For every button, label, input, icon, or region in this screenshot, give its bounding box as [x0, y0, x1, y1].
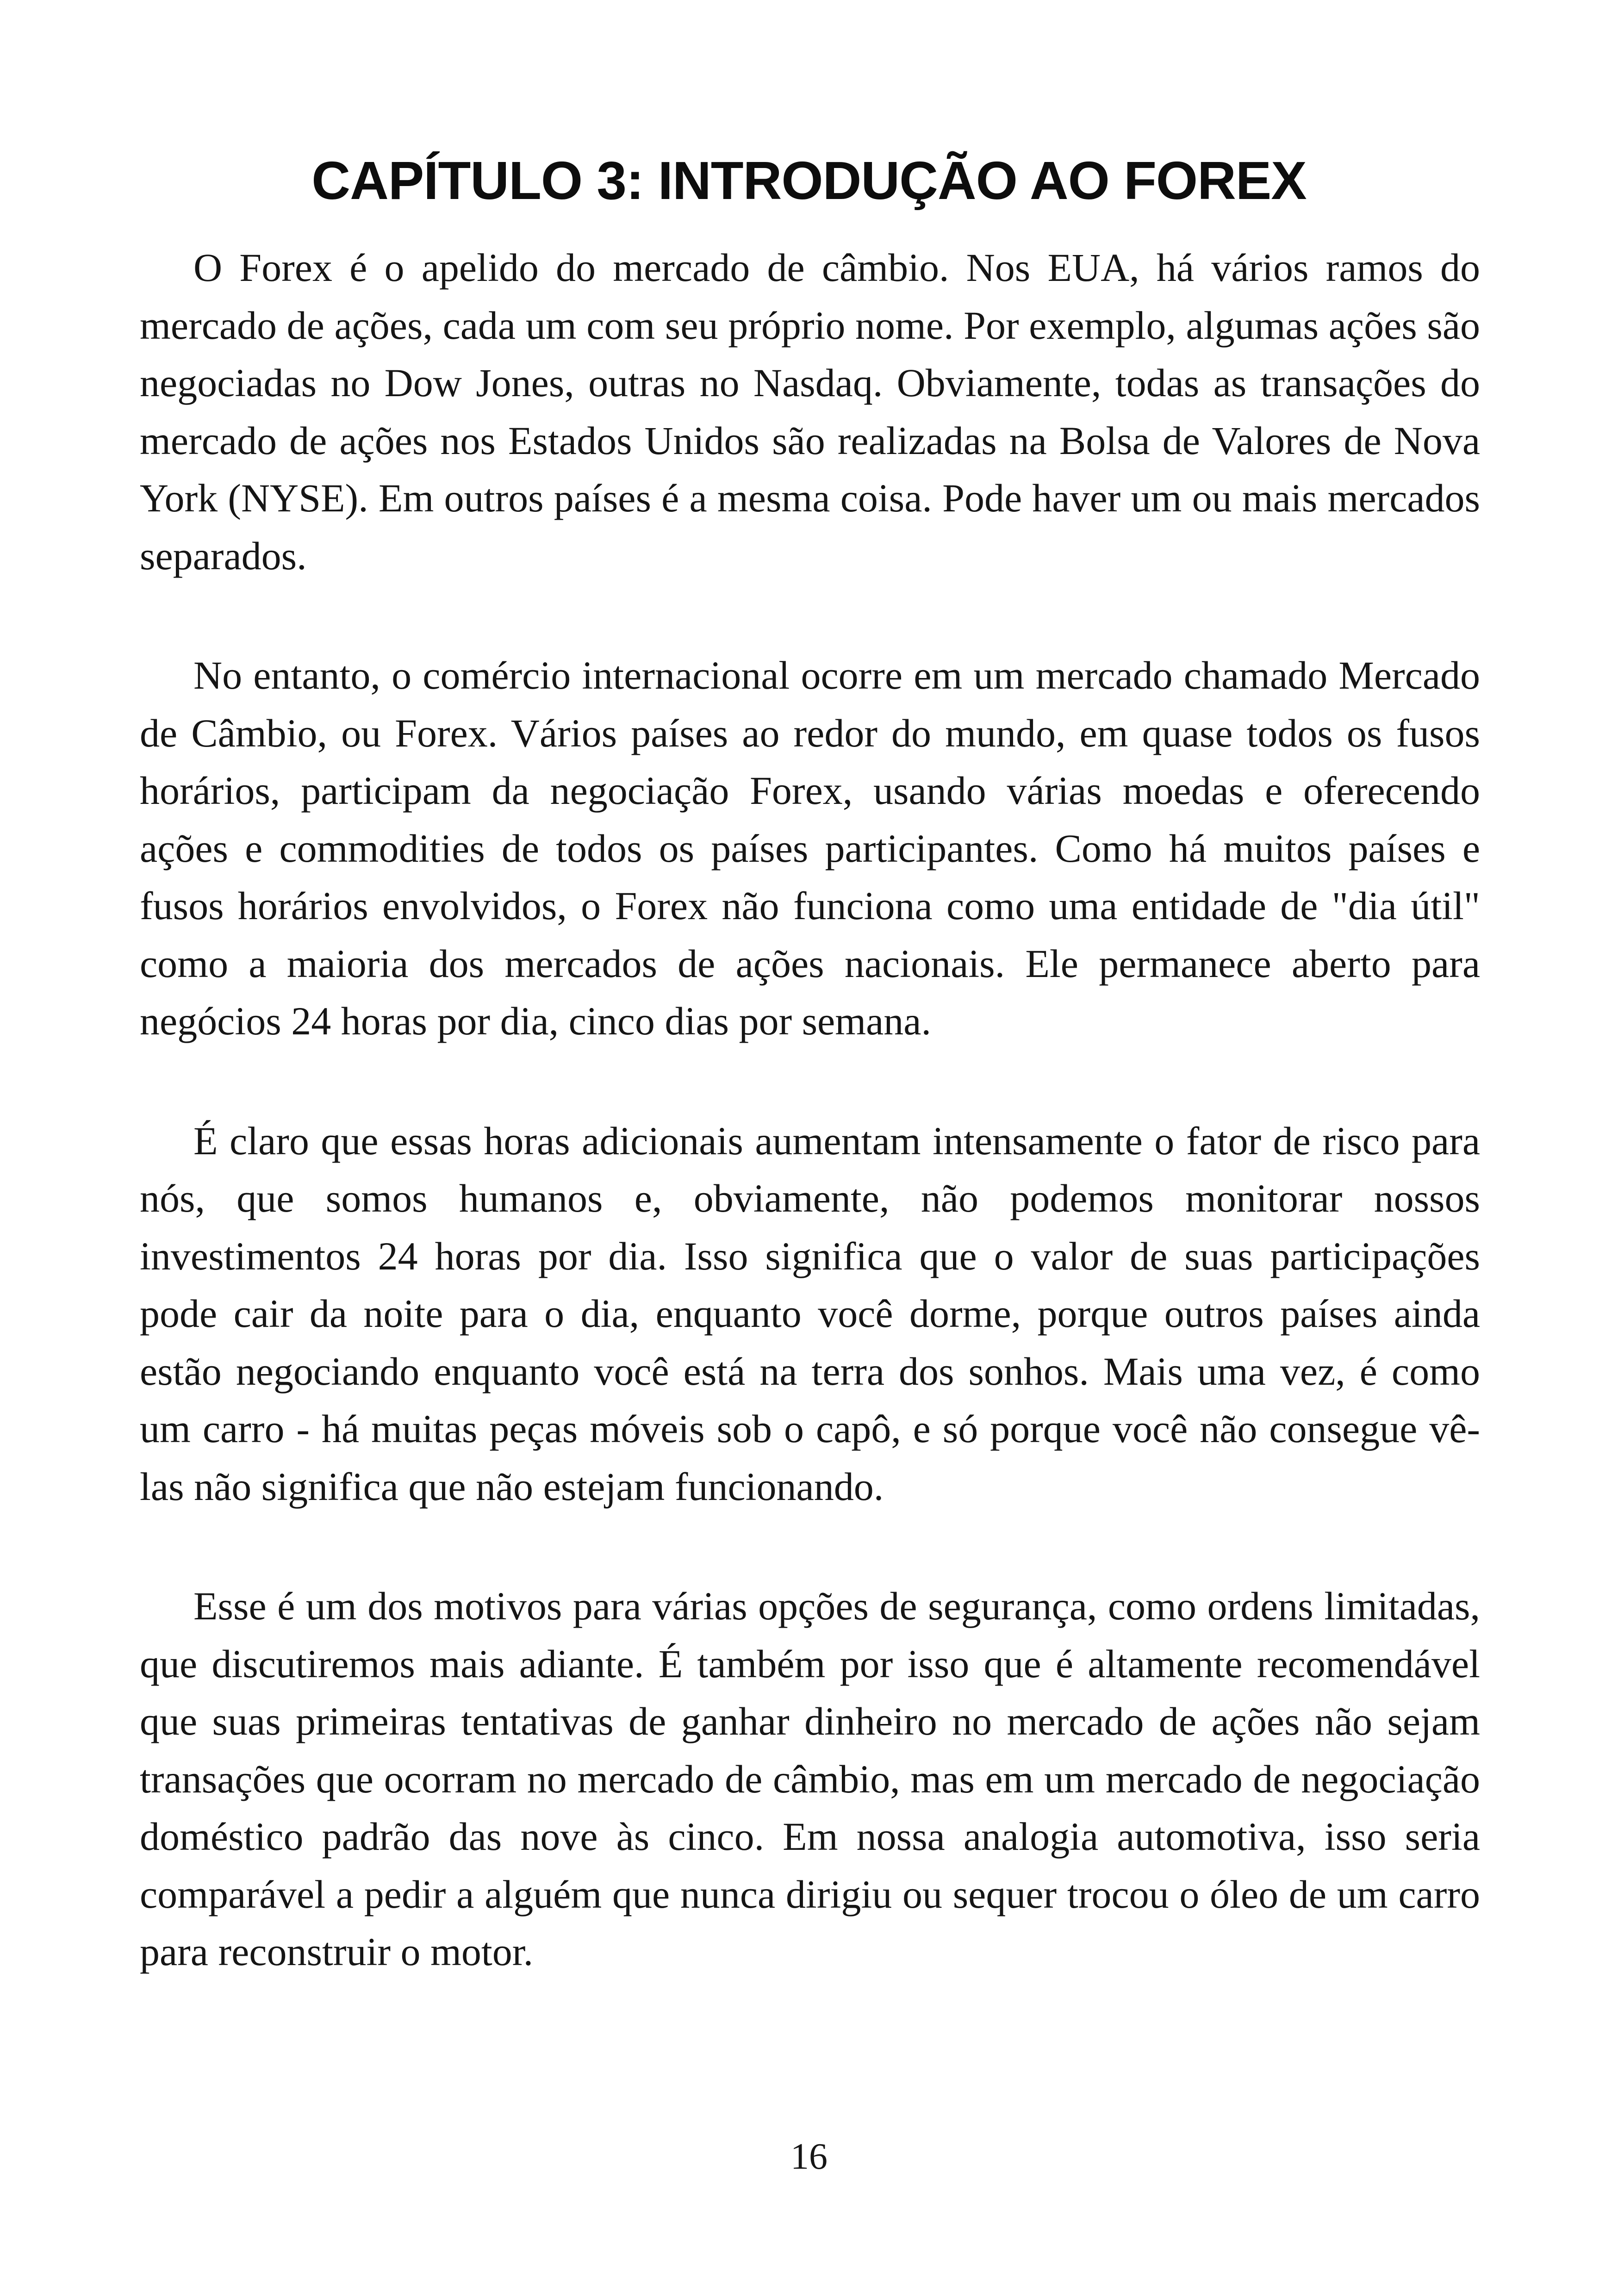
paragraph-1: O Forex é o apelido do mercado de câmbio. Nos EUA, há vários ramos do mercado de ações, cada um com seu próprio nome. Por exemplo, algumas ações são negociadas no Dow Jones, outras no Nasdaq. Obviamente, todas as transações do mercado de ações nos Estados Unidos são realizadas na Bolsa de Valores de Nova York (NYSE). Em outros países é a mesma coisa. Pode haver um ou mais mercados separados.: [140, 245, 1480, 578]
page-number: 16: [790, 2136, 828, 2177]
paragraph-4: Esse é um dos motivos para várias opções de segurança, como ordens limitadas, que discutiremos mais adiante. É também por isso que é altamente recomendável que suas primeiras tentativas de ganhar dinheiro no mercado de ações não sejam transações que ocorram no mercado de câmbio, mas em um mercado de negociação doméstico padrão das nove às cinco. Em nossa analogia automotiva, isso seria comparável a pedir a alguém que nunca dirigiu ou sequer trocou o óleo de um carro para reconstruir o motor.: [140, 1584, 1480, 1974]
paragraph-2: No entanto, o comércio internacional ocorre em um mercado chamado Mercado de Câmbio, ou Forex. Vários países ao redor do mundo, em quase todos os fusos horários, participam da negociação Forex, usando várias moedas e oferecendo ações e commodities de todos os países participantes. Como há muitos países e fusos horários envolvidos, o Forex não funciona como uma entidade de "dia útil" como a maioria dos mercados de ações nacionais. Ele permanece aberto para negócios 24 horas por dia, cinco dias por semana.: [140, 653, 1480, 1043]
paragraph-3: É claro que essas horas adicionais aumentam intensamente o fator de risco para nós, que somos humanos e, obviamente, não podemos monitorar nossos investimentos 24 horas por dia. Isso significa que o valor de suas participações pode cair da noite para o dia, enquanto você dorme, porque outros países ainda estão negociando enquanto você está na terra dos sonhos. Mais uma vez, é como um carro - há muitas peças móveis sob o capô, e só porque você não consegue vê-las não significa que não estejam funcionando.: [140, 1118, 1480, 1509]
chapter-body: [140, 239, 1480, 2043]
chapter-title: CAPÍTULO 3: INTRODUÇÃO AO FOREX: [311, 150, 1307, 211]
